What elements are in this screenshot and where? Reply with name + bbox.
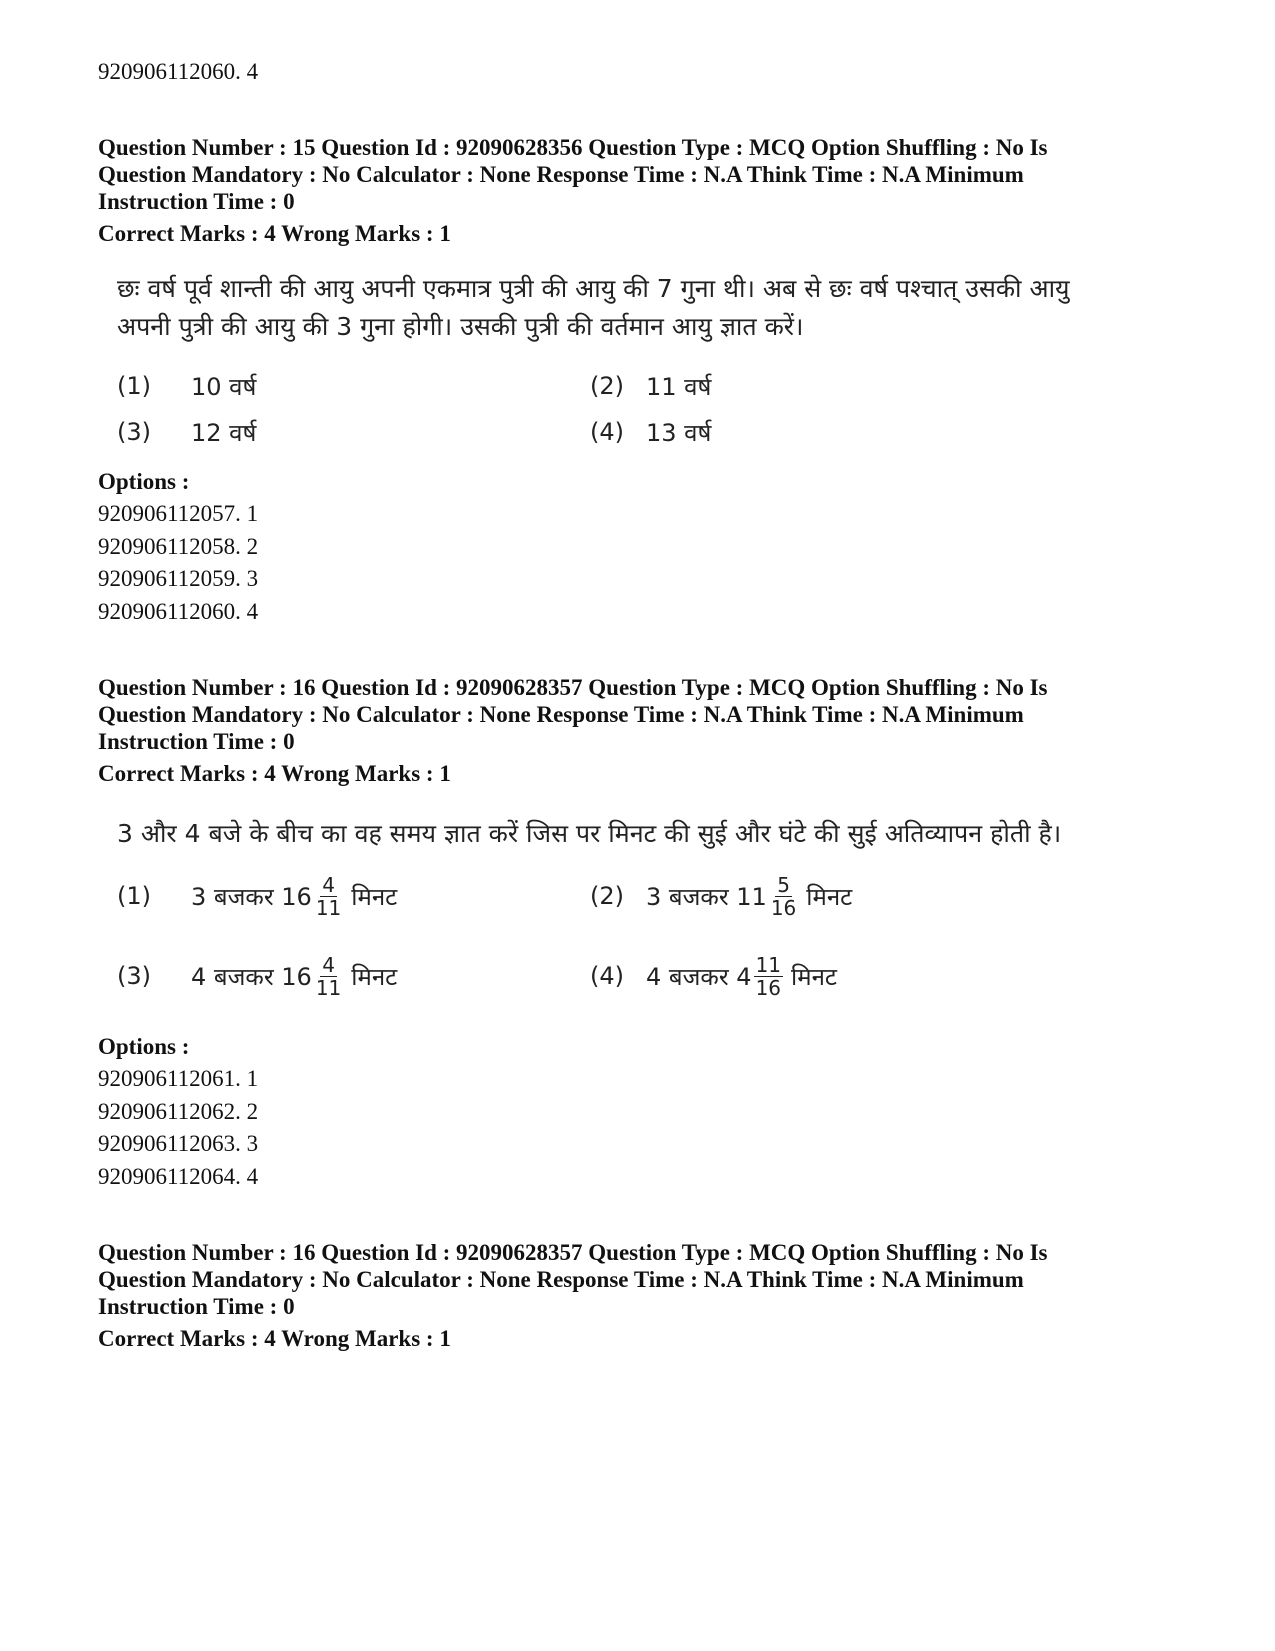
choice-number: (2) [590,882,624,910]
choice-item [590,366,711,406]
option-line: 920906112061. 1 [98,1066,259,1091]
choice-number: (1) [117,372,151,400]
choice-text: 3 बजकर 16 [191,882,312,911]
option-line: 920906112059. 3 [98,566,259,591]
choice-item [117,366,256,406]
choice-number: (4) [590,962,624,990]
fraction [754,954,783,999]
question-meta: Question Mandatory : No Calculator : None Response Time : N.A Think Time : N.A Minimum [98,1267,1024,1292]
question-meta: Question Mandatory : No Calculator : None Response Time : N.A Think Time : N.A Minimum [98,162,1024,187]
question-meta: Question Mandatory : No Calculator : None Response Time : N.A Think Time : N.A Minimum [98,702,1024,727]
marks-line: Correct Marks : 4 Wrong Marks : 1 [98,761,451,786]
choice-text: 3 बजकर 11 [646,882,767,911]
fraction [314,874,343,919]
choice-text: 4 बजकर 16 [191,962,312,991]
choice-text: 12 वर्ष [191,418,257,447]
marks-line: Correct Marks : 4 Wrong Marks : 1 [98,1326,451,1351]
choice-text: 4 बजकर 4 [646,962,752,991]
choice-unit: मिनट [791,962,837,991]
choice-number: (4) [590,418,624,446]
question-meta: Question Number : 15 Question Id : 92090628356 Question Type : MCQ Option Shuffling : No Is [98,135,1048,160]
choice-unit: मिनट [806,882,853,911]
question-meta: Instruction Time : 0 [98,189,295,214]
fraction-denominator: 16 [755,975,782,1000]
choice-item [117,948,397,1004]
question-text: अपनी पुत्री की आयु की 3 गुना होगी। उसकी पुत्री की वर्तमान आयु ज्ञात करें। [117,312,804,341]
fraction-numerator: 4 [322,872,335,897]
question-text: 3 और 4 बजे के बीच का वह समय ज्ञात करें जिस पर मिनट की सुई और घंटे की सुई अतिव्यापन होती है। [117,819,1062,848]
options-label: Options : [98,1034,190,1059]
choice-text: 10 वर्ष [191,372,257,401]
fraction [769,874,798,919]
choice-number: (2) [590,372,624,400]
choice-item [117,868,397,924]
option-line: 920906112063. 3 [98,1131,259,1156]
option-line: 920906112064. 4 [98,1164,259,1189]
marks-line: Correct Marks : 4 Wrong Marks : 1 [98,221,451,246]
question-meta: Instruction Time : 0 [98,1294,295,1319]
fraction-numerator: 4 [322,952,335,977]
option-line: 920906112060. 4 [98,599,259,624]
fraction-numerator: 5 [777,872,790,897]
choice-number: (3) [117,418,151,446]
question-meta: Question Number : 16 Question Id : 92090628357 Question Type : MCQ Option Shuffling : No Is [98,1240,1048,1265]
question-meta: Instruction Time : 0 [98,729,295,754]
choice-item [590,948,837,1004]
fraction-numerator: 11 [755,952,782,977]
choice-text: 11 वर्ष [646,372,712,401]
choice-unit: मिनट [351,882,398,911]
option-line: 920906112057. 1 [98,501,259,526]
choice-text: 13 वर्ष [646,418,712,447]
choice-item [590,412,711,452]
option-line: 920906112062. 2 [98,1099,259,1124]
question-text: छः वर्ष पूर्व शान्ती की आयु अपनी एकमात्र पुत्री की आयु की 7 गुना थी। अब से छः वर्ष पश्चात् उसकी आयु [117,274,1070,303]
fraction [314,954,343,999]
fraction-denominator: 11 [315,975,342,1000]
choice-item [590,868,852,924]
question-meta: Question Number : 16 Question Id : 92090628357 Question Type : MCQ Option Shuffling : No Is [98,675,1048,700]
choice-number: (3) [117,962,151,990]
fraction-denominator: 11 [315,895,342,920]
choice-unit: मिनट [351,962,398,991]
options-label: Options : [98,469,190,494]
choice-number: (1) [117,882,151,910]
option-line: 920906112060. 4 [98,59,259,84]
choice-item [117,412,256,452]
option-line: 920906112058. 2 [98,534,259,559]
fraction-denominator: 16 [770,895,797,920]
